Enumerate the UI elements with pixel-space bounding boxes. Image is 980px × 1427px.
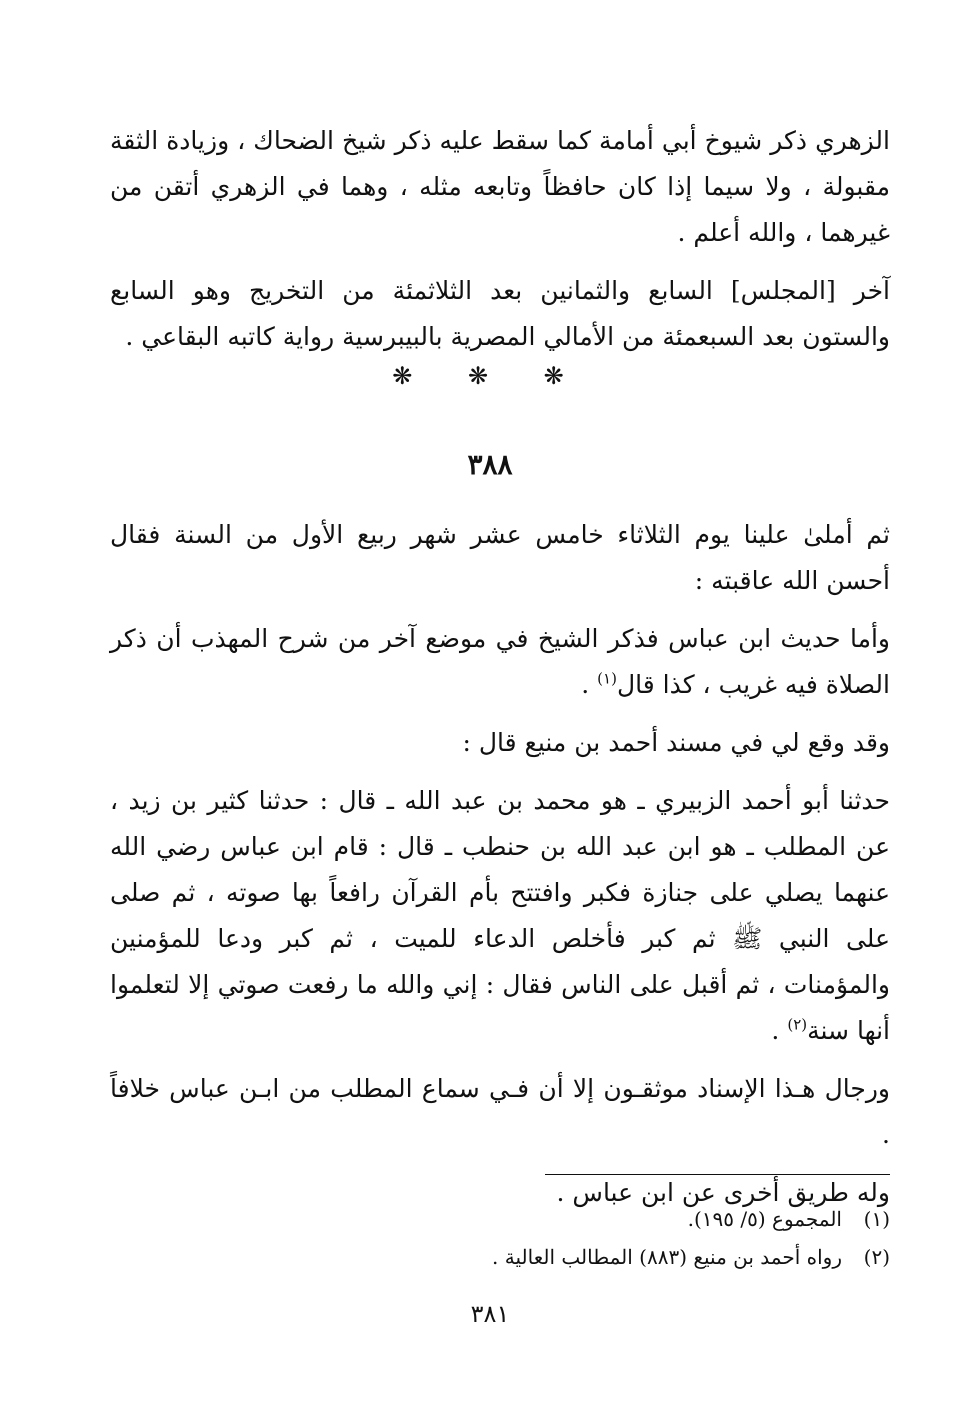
footnote-text: المجموع (٥/ ١٩٥).	[687, 1207, 842, 1231]
paragraph-rijal: ورجال هـذا الإسناد موثقـون إلا أن فـي سماع المطلب من ابـن عباس خلافاً .	[110, 1074, 890, 1149]
paragraph-majlis-end: آخر [المجلس] السابع والثمانين بعد الثلاثمئة من التخريج وهو السابع والستون بعد السبعمئة من الأمالي المصرية بالبيبرسية رواية كاتبه البقاعي .	[110, 276, 890, 351]
top-text-block	[110, 118, 890, 360]
paragraph-hadith-reference	[110, 616, 890, 708]
paragraph-text: حدثنا أبو أحمد الزبيري ـ هو محمد بن عبد الله ـ قال : حدثنا كثير بن زيد ، عن المطلب ـ هو ابن عبد الله بن حنطب ـ قال : قام ابن عباس رضي الله عنهما يصلي على جنازة فكبر وافتتح بأم القرآن رافعاً بها صوته ، ثم صلى على النبي ﷺ ثم كبر فأخلص الدعاء للميت ، ثم كبر ودعا للمؤمنين والمؤمنات ، ثم أقبل على الناس فقال : إني والله ما رفعت صوتي إلا لتعلموا أنها سنة	[110, 786, 890, 1045]
footnote-marker-2[interactable]: (٢)	[787, 1015, 808, 1034]
paragraph-intro: ثم أملىٰ علينا يوم الثلاثاء خامس عشر شهر ربيع الأول من السنة فقال أحسن الله عاقبته :	[110, 520, 890, 595]
paragraph-musnad: وقد وقع لي في مسند أحمد بن منيع قال :	[462, 728, 890, 757]
footnote-divider	[545, 1174, 890, 1175]
page-number: ٣٨١	[470, 1300, 510, 1328]
paragraph-text: وأما حديث ابن عباس فذكر الشيخ في موضع آخر من شرح المهذب أن ذكر الصلاة فيه غريب ، كذا قال	[110, 624, 890, 699]
paragraph-tail: .	[581, 670, 598, 699]
paragraph-zuhri: الزهري ذكر شيوخ أبي أمامة كما سقط عليه ذكر شيخ الضحاك ، وزيادة الثقة مقبولة ، ولا سيما إذا كان حافظاً وتابعه مثله ، وهما في الزهري أتقن من غيرهما ، والله أعلم .	[110, 126, 890, 247]
footnote-item	[110, 1200, 890, 1238]
paragraph-tariq: وله طريق أخرى عن ابن عباس .	[556, 1178, 890, 1207]
footnote-text: رواه أحمد بن منيع (٨٨٣) المطالب العالية .	[492, 1245, 842, 1269]
paragraph-tail: .	[771, 1016, 788, 1045]
footnote-number: (١)	[863, 1207, 890, 1231]
section-separator: ❋ ❋ ❋	[392, 362, 588, 390]
footnote-item	[110, 1238, 890, 1276]
paragraph-isnad	[110, 778, 890, 1054]
main-text-block	[110, 512, 890, 1216]
footnote-number: (٢)	[863, 1245, 890, 1269]
footnote-marker-1[interactable]: (١)	[597, 669, 617, 688]
section-number-heading: ٣٨٨	[467, 448, 513, 481]
footnotes-block	[110, 1200, 890, 1276]
